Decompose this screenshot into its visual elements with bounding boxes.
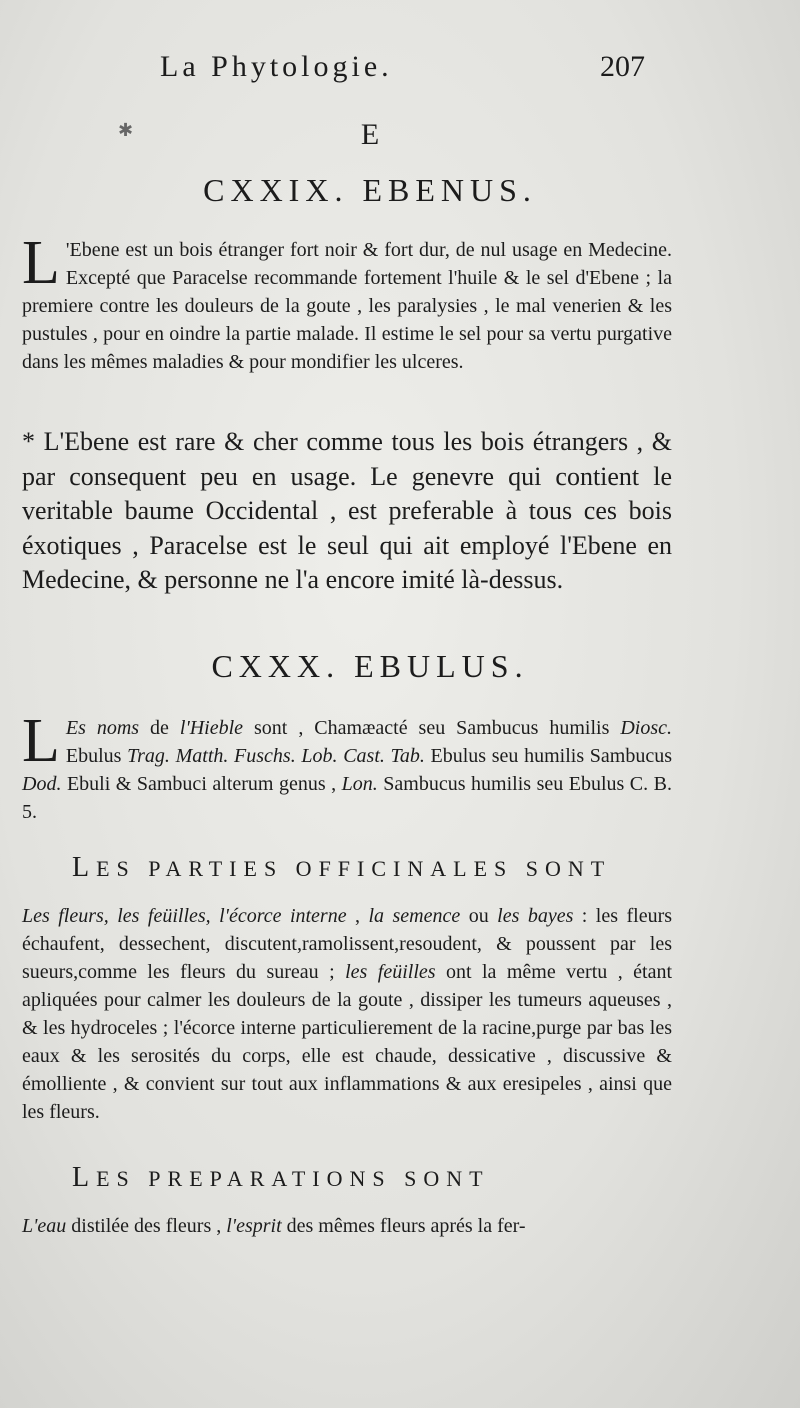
officinal-parts-paragraph <box>22 902 672 1126</box>
preparation-part: des mêmes fleurs aprés la fer- <box>281 1215 526 1237</box>
running-title: La Phytologie. <box>160 50 393 83</box>
officinal-part: , <box>346 905 369 927</box>
page-number: 207 <box>600 50 645 83</box>
heading-cap: L <box>72 852 97 883</box>
ebulus-names-part: Sambucus humilis seu Ebulus C. B. 5. <box>22 773 672 823</box>
ebulus-names-part: Ebulus seu humilis Sambucus <box>424 745 672 767</box>
ebenus-paragraph-1-text: 'Ebene est un bois étranger fort noir & fort dur, de nul usage en Medecine. Excepté que Paracelse recommande fortement l'huile & le sel d'Ebene ; la premiere contre les douleurs de la goute , les paralysies , le mal venerien & les pustules , pour en oindre la partie malade. Il estime le sel pour sa vertu purgative dans les mêmes maladies & pour mondifier les ulceres. <box>22 239 672 373</box>
section-title-ebenus: CXXIX. EBENUS. <box>203 172 537 208</box>
heading-officinal-parts <box>72 852 652 884</box>
drop-cap: L <box>22 229 60 297</box>
ink-blot-ornament: ✱ <box>118 120 134 141</box>
preparation-part: l'esprit <box>226 1215 282 1237</box>
ebulus-names-part: l'Hieble <box>179 717 244 739</box>
ebulus-names-part: Dod. <box>22 773 62 795</box>
ebenus-paragraph-1 <box>22 229 672 376</box>
officinal-part: ont la même vertu , étant apliquées pour calmer les douleurs de la goute , dissiper les tumeurs aqueuses , & les hydroceles ; l'écorce interne particulierement de la racine,purge par bas les eaux & les serosités du corps, elle est chaude, dessicative , discussive & émolliente , & convient sur tout aux inflammations & aux eresipeles , ainsi que les fleurs. <box>22 961 672 1123</box>
officinal-part: les feüilles <box>345 961 436 983</box>
officinal-part: les bayes <box>497 905 574 927</box>
ebulus-names-part: de <box>139 717 180 739</box>
ebenus-paragraph-2: * L'Ebene est rare & cher comme tous les bois étrangers , & par consequent peu en usage. Le genevre qui contient le veritable baume Occidental , est preferable à tous ces bois éxotiques , Paracelse est le seul qui ait employé l'Ebene en Medecine, & personne ne l'a encore imité là-dessus. <box>22 427 672 594</box>
ebulus-names-part: Ebuli & Sambuci alterum genus , <box>61 773 342 795</box>
officinal-part: : les fleurs échaufent, dessechent, discutent,ramolissent,resoudent, & poussent par les sueurs,comme les fleurs du sureau ; <box>22 905 673 983</box>
ebulus-names-part: Diosc. <box>620 717 672 739</box>
heading-preparations <box>72 1162 652 1194</box>
preparation-part: distilée des fleurs , <box>66 1215 227 1237</box>
ebulus-names-part: Lon. <box>341 773 378 795</box>
officinal-part: ou <box>460 905 498 927</box>
heading-rest: ES PARTIES OFFICINALES SONT <box>96 856 612 881</box>
running-head <box>0 50 800 90</box>
heading-rest: ES PREPARATIONS SONT <box>96 1166 490 1191</box>
drop-cap: L <box>22 707 60 775</box>
officinal-part: Les fleurs, les feüilles, l'écorce interne <box>22 905 347 927</box>
ebulus-names-part: Es noms <box>65 717 140 739</box>
section-title-ebulus: CXXX. EBULUS. <box>211 648 529 684</box>
preparation-part: L'eau <box>22 1215 67 1237</box>
heading-cap: L <box>72 1162 97 1193</box>
ebulus-names-part: sont , Chamæacté seu Sambucus humilis <box>243 717 621 739</box>
ebulus-names-part: Ebulus <box>65 745 128 767</box>
section-letter: E <box>360 118 380 151</box>
preparations-paragraph <box>22 1212 672 1240</box>
officinal-part: la semence <box>368 905 461 927</box>
ebulus-names-part: Trag. Matth. Fuschs. Lob. Cast. Tab. <box>127 745 425 767</box>
ebulus-names-paragraph <box>22 707 672 826</box>
